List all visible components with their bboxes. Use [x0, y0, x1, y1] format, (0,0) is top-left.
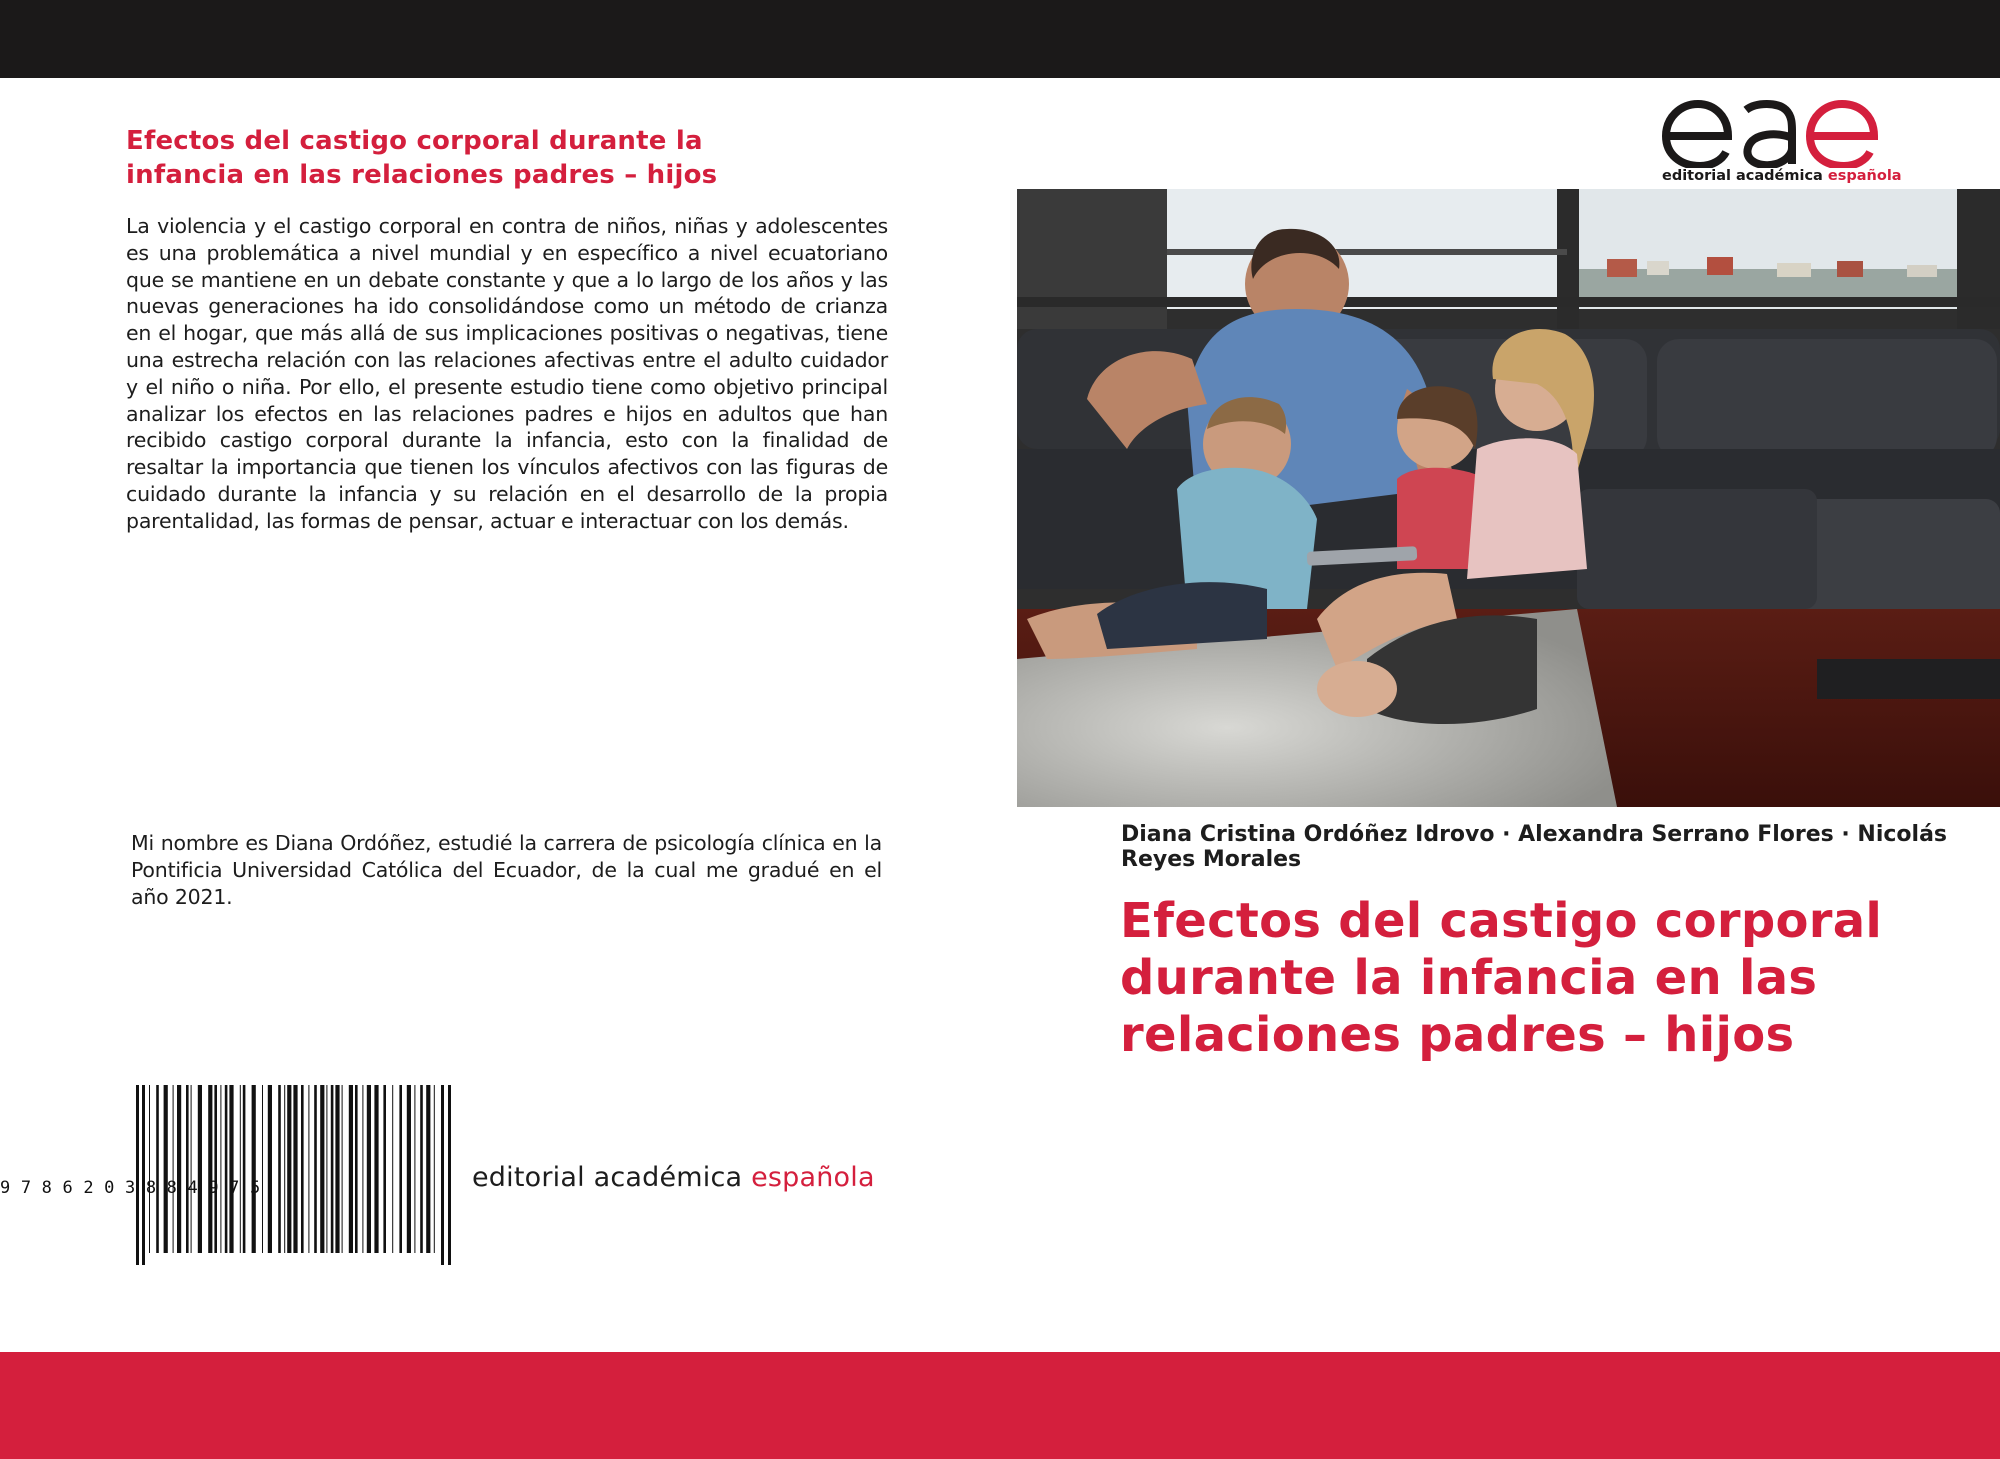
barcode-bar — [198, 1085, 202, 1253]
barcode-bar — [342, 1085, 343, 1253]
barcode-bar — [314, 1085, 317, 1253]
barcode-bar — [426, 1085, 430, 1253]
barcode-bar — [448, 1085, 451, 1265]
barcode-bar — [191, 1085, 192, 1253]
front-authors: Diana Cristina Ordóñez Idrovo · Alexandra Serrano Flores · Nicolás Reyes Morales — [1121, 822, 1948, 872]
back-cover-title: Efectos del castigo corporal durante la infancia en las relaciones padres – hijos — [126, 126, 718, 190]
barcode-bar — [243, 1085, 246, 1253]
barcode-bar — [186, 1085, 189, 1253]
barcode-bar — [355, 1085, 358, 1253]
barcode-bar — [383, 1085, 386, 1253]
barcode-bar — [173, 1085, 174, 1253]
barcode-bar — [407, 1085, 411, 1253]
barcode-bar — [252, 1085, 256, 1253]
logo-caption — [1662, 168, 1902, 184]
eae-logo-icon — [1660, 96, 1888, 168]
barcode-bar — [392, 1085, 393, 1253]
barcode-bar — [287, 1085, 291, 1253]
barcode-bar — [399, 1085, 402, 1253]
logo-caption-main: editorial académica — [1662, 168, 1823, 184]
barcode-bar — [414, 1085, 415, 1253]
barcode-bar — [262, 1085, 263, 1253]
barcode-bar — [335, 1085, 339, 1253]
barcode-bar — [308, 1085, 309, 1253]
barcode-bar — [367, 1085, 371, 1253]
barcode-bar — [278, 1085, 281, 1253]
barcode-bar — [301, 1085, 304, 1253]
author-bio: Mi nombre es Diana Ordóñez, estudié la carrera de psicología clínica en la Pontificia Universidad Católica del Ecuador, de la cual me gradué en el año 2021. — [131, 831, 882, 909]
barcode-bar — [156, 1085, 159, 1253]
imprint-main: editorial académica — [472, 1162, 743, 1193]
barcode-bar — [293, 1085, 297, 1253]
barcode-bar — [229, 1085, 233, 1253]
bottom-red-band — [0, 1352, 2000, 1459]
barcode-bar — [320, 1085, 324, 1253]
back-cover-blurb: La violencia y el castigo corporal en contra de niños, niñas y adolescentes es una problemática a nivel mundial y en específico a nivel ecuatoriano que se mantiene en un debate constante y que a lo largo de los años y las nuevas generaciones ha ido consolidándose como un método de crianza en el hogar, que más allá de sus implicaciones positivas o negativas, tiene una estrecha relación con las relaciones afectivas entre el adulto cuidador y el niño o niña. Por ello, el presente estudio tiene como objetivo principal analizar los efectos en las relaciones padres e hijos en adultos que han recibido castigo corporal durante la infancia, esto con la finalidad de resaltar la importancia que tienen los vínculos afectivos con las figuras de cuidado durante la infancia y su relación en el desarrollo de la propia parentalidad, las formas de pensar, actuar e interactuar con los demás. — [126, 214, 888, 533]
barcode-bar — [420, 1085, 423, 1253]
front-cover-title: Efectos del castigo corporal durante la infancia en las relaciones padres – hijos — [1120, 893, 1883, 1063]
barcode-bar — [441, 1085, 444, 1265]
family-on-rug-photo — [1017, 189, 2000, 807]
imprint-accent: española — [751, 1162, 875, 1193]
barcode-bar — [149, 1085, 150, 1253]
logo-caption-accent: española — [1827, 168, 1902, 184]
barcode-bar — [240, 1085, 241, 1253]
barcode-bar — [142, 1085, 145, 1265]
barcode-bar — [284, 1085, 285, 1253]
barcode-bar — [374, 1085, 378, 1253]
barcode-bar — [434, 1085, 435, 1253]
barcode-bar — [164, 1085, 168, 1253]
barcode-bar — [220, 1085, 221, 1253]
barcode-bar — [362, 1085, 363, 1253]
top-dark-band — [0, 0, 2000, 78]
barcode-bar — [326, 1085, 327, 1253]
barcode-bar — [208, 1085, 212, 1253]
barcode-bars — [136, 1085, 454, 1265]
barcode-bar — [177, 1085, 181, 1253]
cover-photo-illustration — [1017, 189, 2000, 807]
barcode-bar — [136, 1085, 139, 1265]
barcode-bar — [349, 1085, 353, 1253]
barcode-bar — [214, 1085, 217, 1253]
publisher-imprint — [472, 1162, 875, 1193]
barcode-bar — [331, 1085, 334, 1253]
barcode-bar — [268, 1085, 272, 1253]
barcode-bar — [225, 1085, 228, 1253]
isbn-digits: 9786203884975 — [0, 1178, 271, 1198]
